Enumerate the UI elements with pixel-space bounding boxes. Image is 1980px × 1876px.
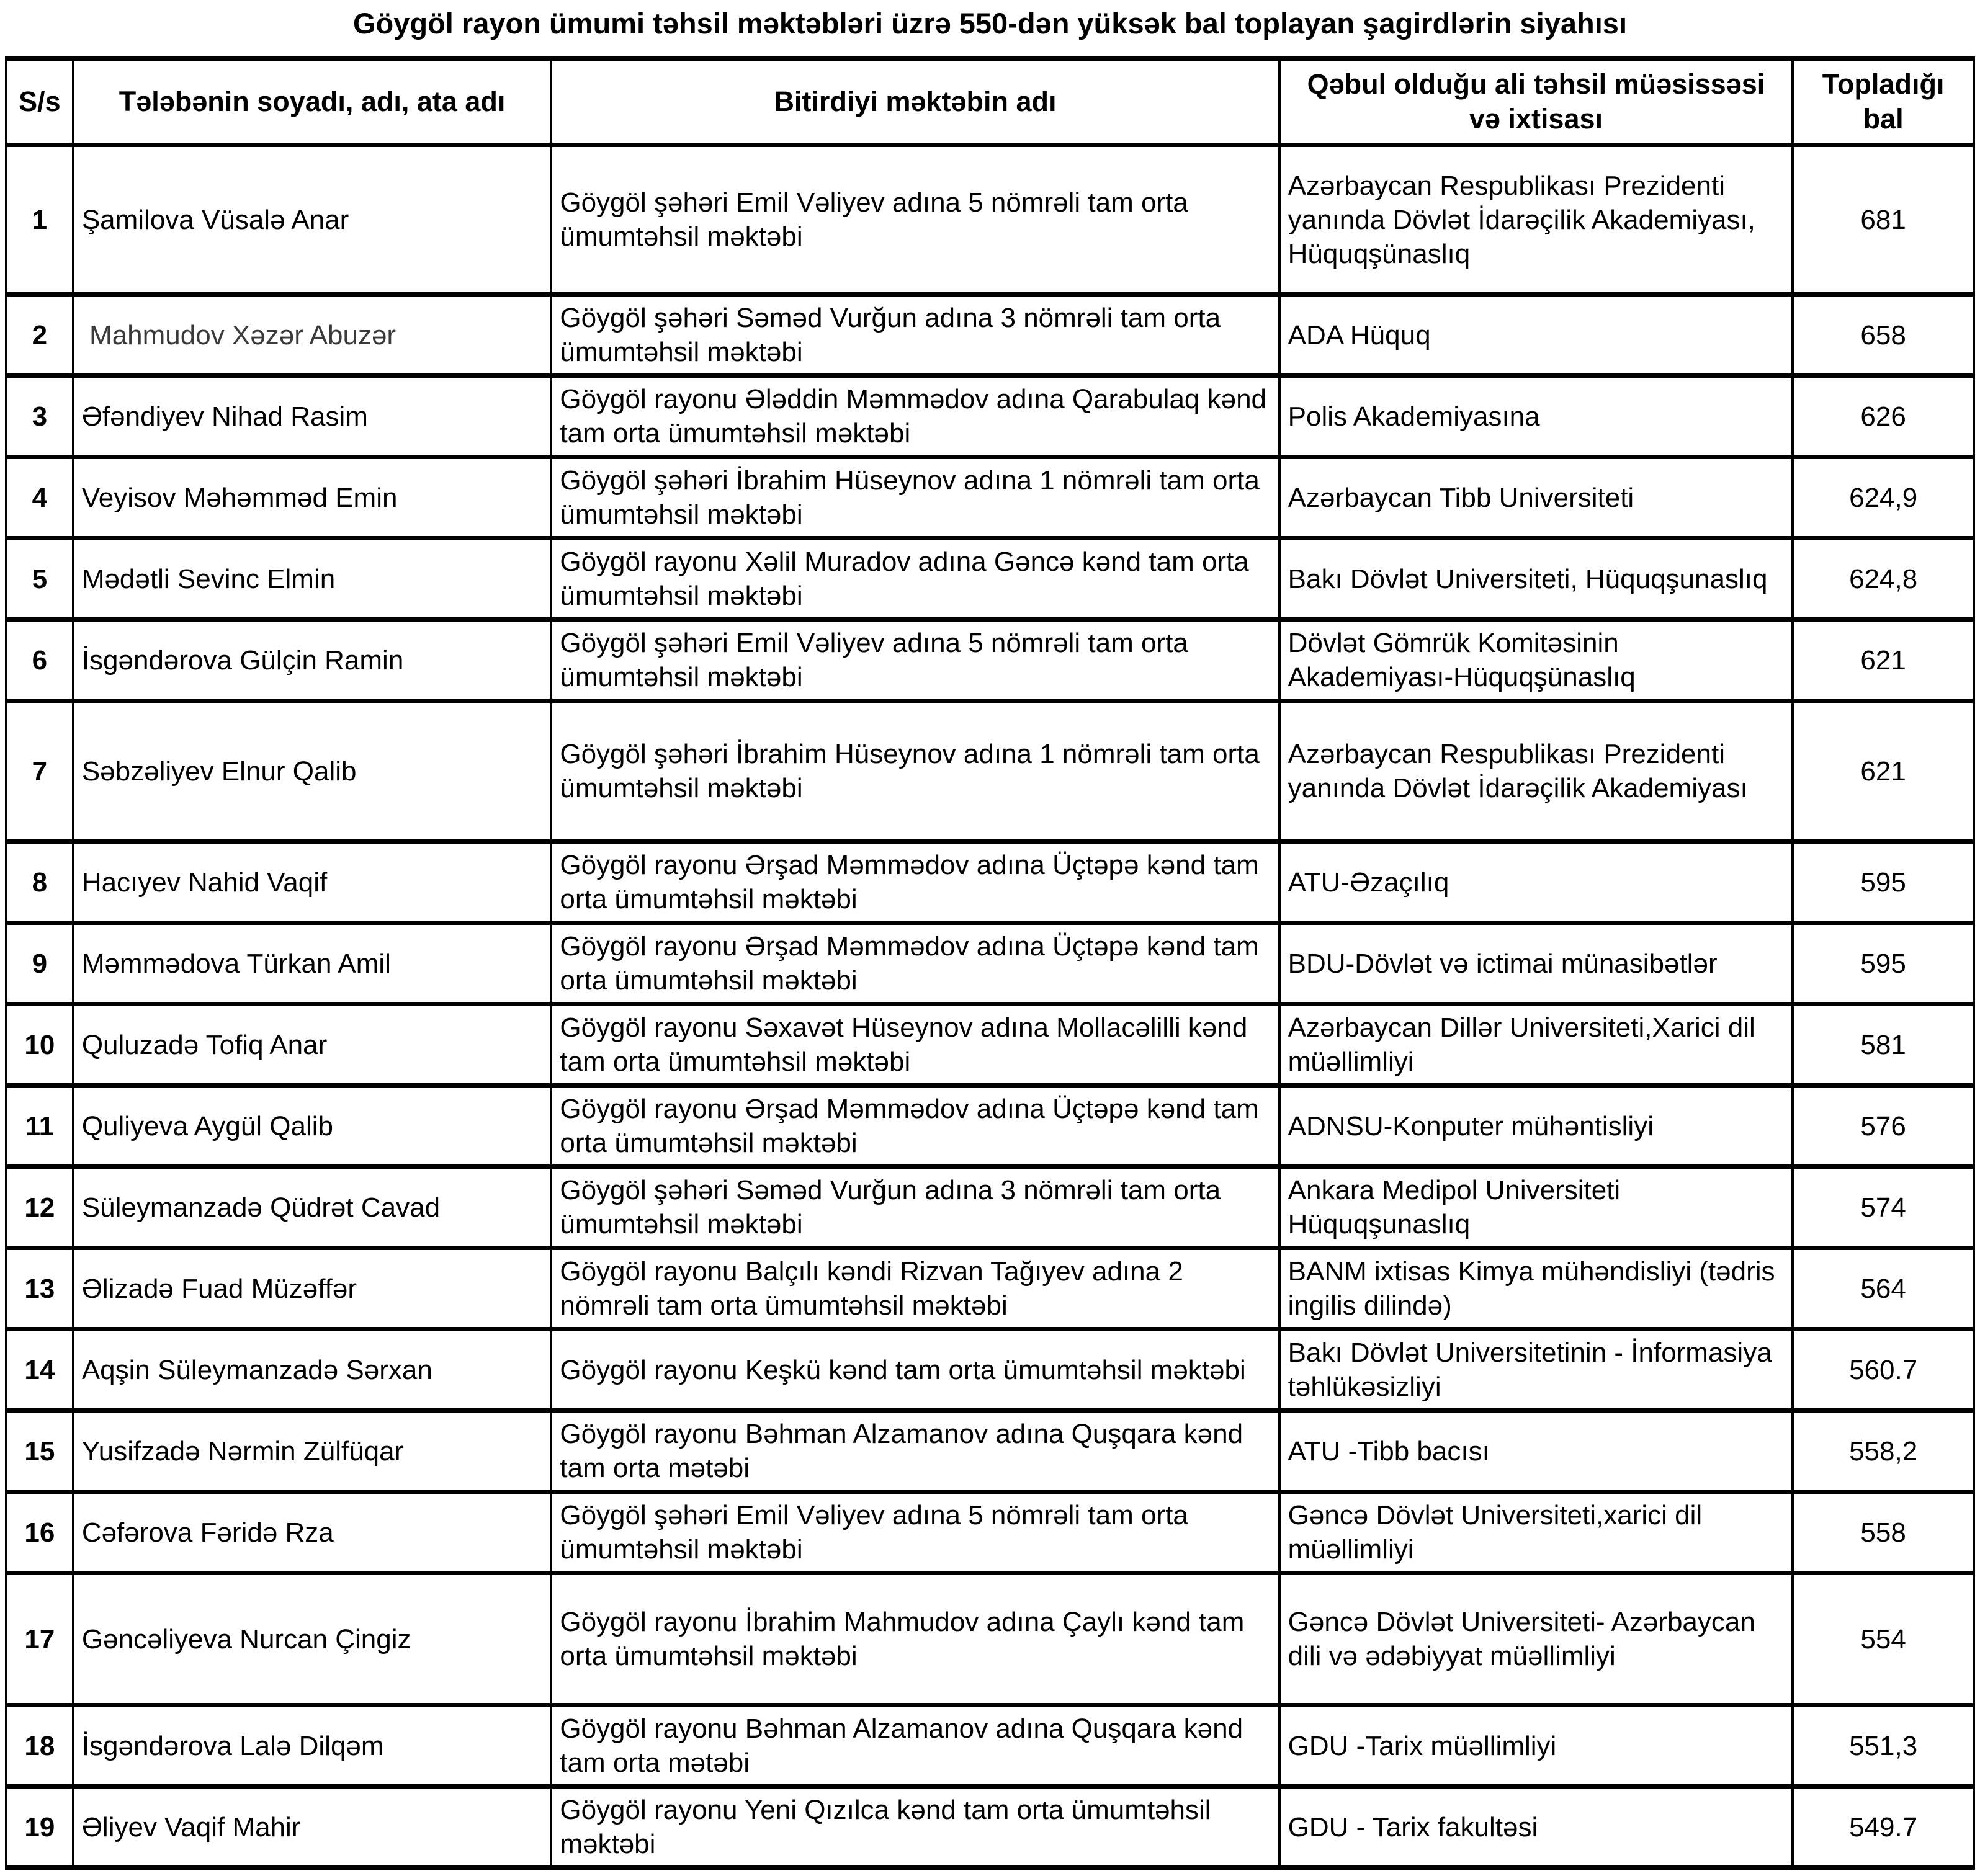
score-cell: 574: [1793, 1167, 1974, 1248]
student-name-cell: İsgəndərova Gülçin Ramin: [73, 620, 552, 701]
school-cell: Göygöl şəhəri Səməd Vurğun adına 3 nömrəli tam orta ümumtəhsil məktəbi: [551, 295, 1279, 376]
student-name-cell: Səbzəliyev Elnur Qalib: [73, 701, 552, 842]
student-name-cell: Quluzadə Tofiq Anar: [73, 1004, 552, 1086]
header-university: Qəbul olduğu ali təhsil müəsissəsi və ixtisası: [1279, 59, 1793, 145]
serial-number-cell: 7: [6, 701, 73, 842]
school-cell: Göygöl şəhəri İbrahim Hüseynov adına 1 nömrəli tam orta ümumtəhsil məktəbi: [551, 701, 1279, 842]
school-cell: Göygöl rayonu Keşkü kənd tam orta ümumtəhsil məktəbi: [551, 1329, 1279, 1411]
school-cell: Göygöl rayonu Bəhman Alzamanov adına Quşqara kənd tam orta mətəbi: [551, 1705, 1279, 1787]
student-name-cell: Süleymanzadə Qüdrət Cavad: [73, 1167, 552, 1248]
header-score: Topladığı bal: [1793, 59, 1974, 145]
score-cell: 595: [1793, 923, 1974, 1004]
university-cell: Azərbaycan Dillər Universiteti,Xarici dil müəllimliyi: [1279, 1004, 1793, 1086]
university-cell: Azərbaycan Respublikası Prezidenti yanında Dövlət İdarəçilik Akademiyası: [1279, 701, 1793, 842]
student-name-cell: Mahmudov Xəzər Abuzər: [73, 295, 552, 376]
serial-number-cell: 18: [6, 1705, 73, 1787]
university-cell: Bakı Dövlət Universitetinin - İnformasiya təhlükəsizliyi: [1279, 1329, 1793, 1411]
table-row: [6, 1705, 1974, 1787]
school-cell: Göygöl rayonu Səxavət Hüseynov adına Mollacəlilli kənd tam orta ümumtəhsil məktəbi: [551, 1004, 1279, 1086]
table-row: [6, 457, 1974, 538]
student-name-cell: Hacıyev Nahid Vaqif: [73, 842, 552, 923]
university-cell: ATU-Əzaçılıq: [1279, 842, 1793, 923]
student-name-cell: Veyisov Məhəmməd Emin: [73, 457, 552, 538]
student-name-cell: Əliyev Vaqif Mahir: [73, 1787, 552, 1868]
score-cell: 624,9: [1793, 457, 1974, 538]
score-cell: 560.7: [1793, 1329, 1974, 1411]
student-name-cell: Gəncəliyeva Nurcan Çingiz: [73, 1573, 552, 1705]
school-cell: Göygöl rayonu Xəlil Muradov adına Gəncə kənd tam orta ümumtəhsil məktəbi: [551, 538, 1279, 620]
header-school: Bitirdiyi məktəbin adı: [551, 59, 1279, 145]
student-name-cell: Yusifzadə Nərmin Zülfüqar: [73, 1411, 552, 1492]
serial-number-cell: 14: [6, 1329, 73, 1411]
table-row: [6, 1329, 1974, 1411]
serial-number-cell: 1: [6, 145, 73, 295]
table-row: [6, 1787, 1974, 1868]
student-name-cell: Şamilova Vüsalə Anar: [73, 145, 552, 295]
score-cell: 558: [1793, 1492, 1974, 1573]
page-title: Göygöl rayon ümumi təhsil məktəbləri üzrə 550-dən yüksək bal toplayan şagirdlərin siyahısı: [352, 7, 1627, 40]
school-cell: Göygöl rayonu Ərşad Məmmədov adına Üçtəpə kənd tam orta ümumtəhsil məktəbi: [551, 923, 1279, 1004]
table-row: [6, 923, 1974, 1004]
table-header: [6, 59, 1974, 145]
table-row: [6, 1004, 1974, 1086]
serial-number-cell: 10: [6, 1004, 73, 1086]
score-cell: 624,8: [1793, 538, 1974, 620]
serial-number-cell: 9: [6, 923, 73, 1004]
school-cell: Göygöl rayonu Balçılı kəndi Rizvan Tağıyev adına 2 nömrəli tam orta ümumtəhsil məktəbi: [551, 1248, 1279, 1329]
serial-number-cell: 5: [6, 538, 73, 620]
table-row: [6, 145, 1974, 295]
university-cell: Azərbaycan Respublikası Prezidenti yanında Dövlət İdarəçilik Akademiyası, Hüquqşünaslıq: [1279, 145, 1793, 295]
serial-number-cell: 11: [6, 1086, 73, 1167]
university-cell: BDU-Dövlət və ictimai münasibətlər: [1279, 923, 1793, 1004]
score-cell: 549.7: [1793, 1787, 1974, 1868]
school-cell: Göygöl rayonu Ərşad Məmmədov adına Üçtəpə kənd tam orta ümumtəhsil məktəbi: [551, 842, 1279, 923]
school-cell: Göygöl şəhəri Emil Vəliyev adına 5 nömrəli tam orta ümumtəhsil məktəbi: [551, 620, 1279, 701]
table-row: [6, 1573, 1974, 1705]
serial-number-cell: 16: [6, 1492, 73, 1573]
serial-number-cell: 2: [6, 295, 73, 376]
serial-number-cell: 17: [6, 1573, 73, 1705]
score-cell: 626: [1793, 376, 1974, 457]
serial-number-cell: 4: [6, 457, 73, 538]
header-row: [6, 59, 1974, 145]
university-cell: Ankara Medipol Universiteti Hüquqşunaslıq: [1279, 1167, 1793, 1248]
serial-number-cell: 12: [6, 1167, 73, 1248]
university-cell: Polis Akademiyasına: [1279, 376, 1793, 457]
serial-number-cell: 3: [6, 376, 73, 457]
table-row: [6, 1492, 1974, 1573]
school-cell: Göygöl rayonu İbrahim Mahmudov adına Çaylı kənd tam orta ümumtəhsil məktəbi: [551, 1573, 1279, 1705]
table-row: [6, 538, 1974, 620]
university-cell: ADA Hüquq: [1279, 295, 1793, 376]
student-name-cell: Məmmədova Türkan Amil: [73, 923, 552, 1004]
student-name-cell: Əlizadə Fuad Müzəffər: [73, 1248, 552, 1329]
serial-number-cell: 13: [6, 1248, 73, 1329]
student-name-cell: Aqşin Süleymanzadə Sərxan: [73, 1329, 552, 1411]
table-row: [6, 620, 1974, 701]
school-cell: Göygöl rayonu Ərşad Məmmədov adına Üçtəpə kənd tam orta ümumtəhsil məktəbi: [551, 1086, 1279, 1167]
score-cell: 621: [1793, 620, 1974, 701]
table-row: [6, 1167, 1974, 1248]
university-cell: ADNSU-Konputer mühəntisliyi: [1279, 1086, 1793, 1167]
header-serial-number: S/s: [6, 59, 73, 145]
school-cell: Göygöl rayonu Ələddin Məmmədov adına Qarabulaq kənd tam orta ümumtəhsil məktəbi: [551, 376, 1279, 457]
score-cell: 658: [1793, 295, 1974, 376]
university-cell: Gəncə Dövlət Universiteti- Azərbaycan dili və ədəbiyyat müəllimliyi: [1279, 1573, 1793, 1705]
school-cell: Göygöl rayonu Yeni Qızılca kənd tam orta ümumtəhsil məktəbi: [551, 1787, 1279, 1868]
score-cell: 558,2: [1793, 1411, 1974, 1492]
student-name-cell: Əfəndiyev Nihad Rasim: [73, 376, 552, 457]
serial-number-cell: 6: [6, 620, 73, 701]
serial-number-cell: 19: [6, 1787, 73, 1868]
score-cell: 551,3: [1793, 1705, 1974, 1787]
score-cell: 554: [1793, 1573, 1974, 1705]
score-cell: 681: [1793, 145, 1974, 295]
school-cell: Göygöl şəhəri Emil Vəliyev adına 5 nömrəli tam orta ümumtəhsil məktəbi: [551, 145, 1279, 295]
score-cell: 581: [1793, 1004, 1974, 1086]
score-cell: 576: [1793, 1086, 1974, 1167]
university-cell: Gəncə Dövlət Universiteti,xarici dil müəllimliyi: [1279, 1492, 1793, 1573]
table-row: [6, 1248, 1974, 1329]
university-cell: BANM ixtisas Kimya mühəndisliyi (tədris ingilis dilində): [1279, 1248, 1793, 1329]
score-cell: 595: [1793, 842, 1974, 923]
serial-number-cell: 15: [6, 1411, 73, 1492]
student-name-cell: İsgəndərova Lalə Dilqəm: [73, 1705, 552, 1787]
university-cell: Azərbaycan Tibb Universiteti: [1279, 457, 1793, 538]
university-cell: Dövlət Gömrük Komitəsinin Akademiyası-Hüquqşünaslıq: [1279, 620, 1793, 701]
table-row: [6, 376, 1974, 457]
table-row: [6, 1086, 1974, 1167]
school-cell: Göygöl şəhəri Səməd Vurğun adına 3 nömrəli tam orta ümumtəhsil məktəbi: [551, 1167, 1279, 1248]
table-row: [6, 701, 1974, 842]
table-row: [6, 842, 1974, 923]
header-student-name: Tələbənin soyadı, adı, ata adı: [73, 59, 552, 145]
student-name-cell: Mədətli Sevinc Elmin: [73, 538, 552, 620]
university-cell: GDU -Tarix müəllimliyi: [1279, 1705, 1793, 1787]
student-name-cell: Cəfərova Fəridə Rza: [73, 1492, 552, 1573]
university-cell: ATU -Tibb bacısı: [1279, 1411, 1793, 1492]
school-cell: Göygöl şəhəri Emil Vəliyev adına 5 nömrəli tam orta ümumtəhsil məktəbi: [551, 1492, 1279, 1573]
score-cell: 564: [1793, 1248, 1974, 1329]
table-row: [6, 1411, 1974, 1492]
serial-number-cell: 8: [6, 842, 73, 923]
results-table-body: [6, 145, 1974, 1868]
students-table: [5, 56, 1975, 1870]
university-cell: Bakı Dövlət Universiteti, Hüquqşunaslıq: [1279, 538, 1793, 620]
school-cell: Göygöl rayonu Bəhman Alzamanov adına Quşqara kənd tam orta mətəbi: [551, 1411, 1279, 1492]
student-name-cell: Quliyeva Aygül Qalib: [73, 1086, 552, 1167]
university-cell: GDU - Tarix fakultəsi: [1279, 1787, 1793, 1868]
school-cell: Göygöl şəhəri İbrahim Hüseynov adına 1 nömrəli tam orta ümumtəhsil məktəbi: [551, 457, 1279, 538]
score-cell: 621: [1793, 701, 1974, 842]
table-row: [6, 295, 1974, 376]
